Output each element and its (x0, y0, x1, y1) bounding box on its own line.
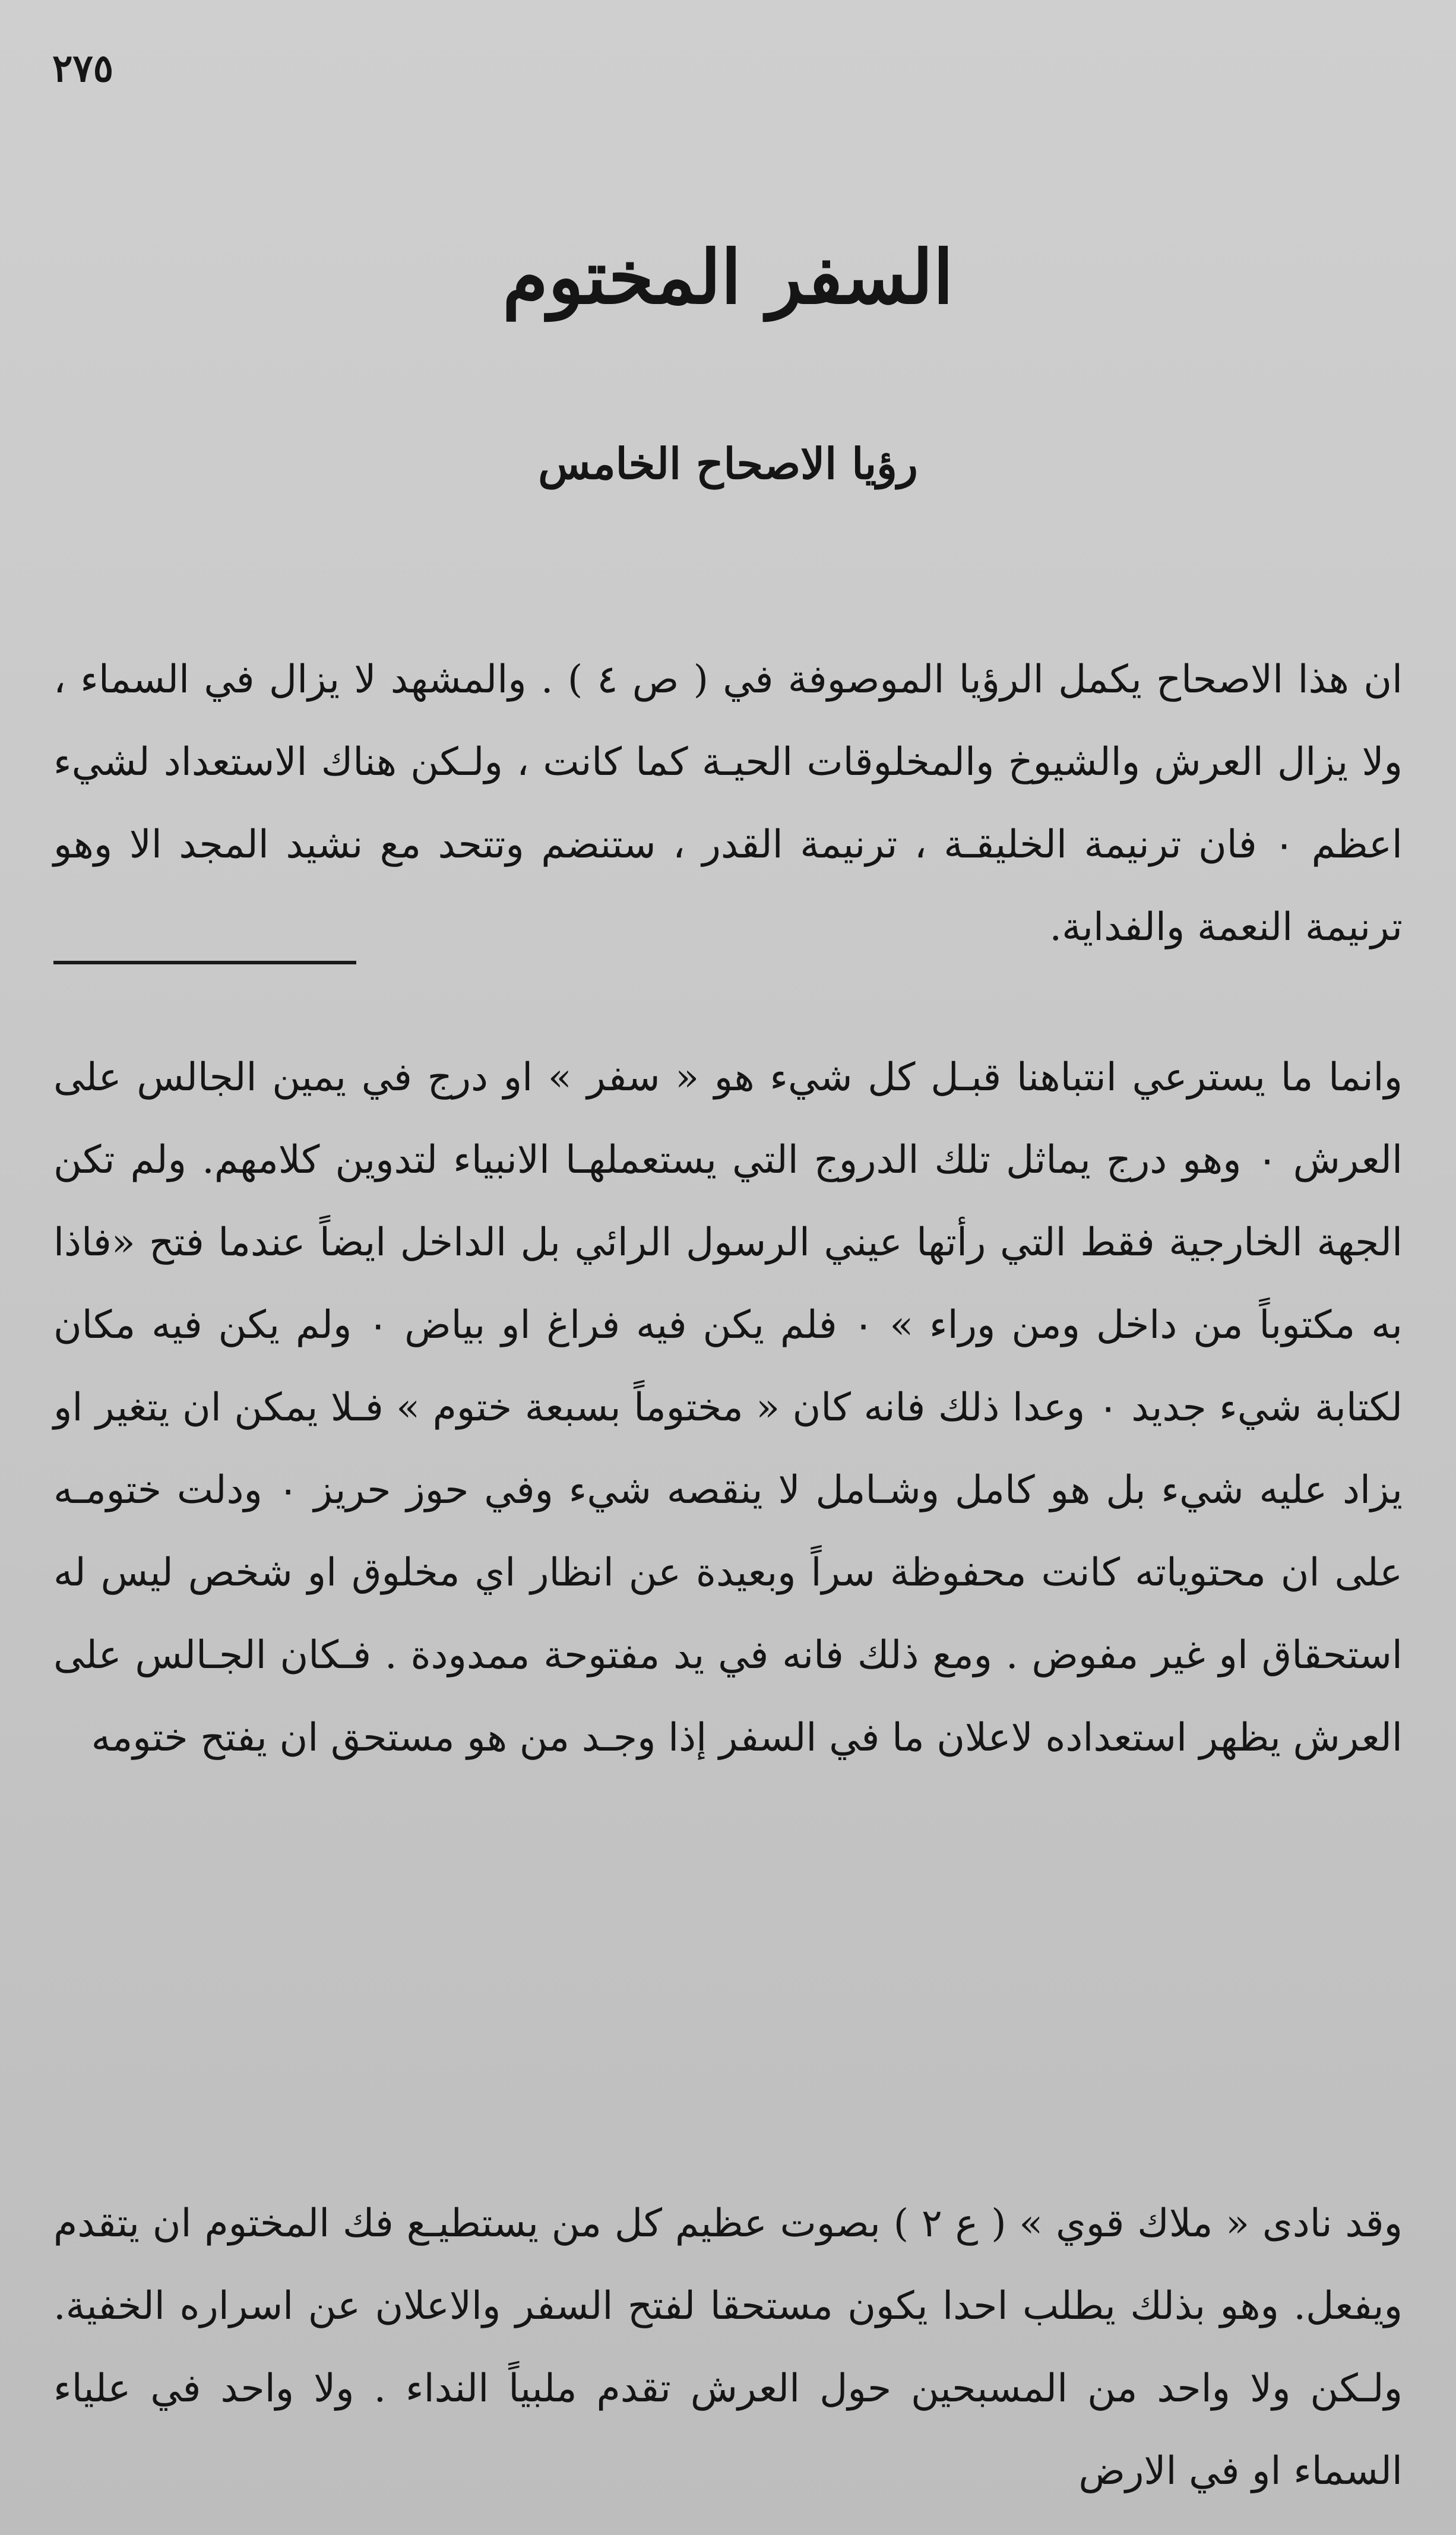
chapter-title: السفر المختوم (502, 235, 954, 321)
paragraph-1: ان هذا الاصحاح يكمل الرؤيا الموصوفة في ( ص ٤ ) . والمشهد لا يزال في السماء ، ولا يزال العرش والشيوخ والمخلوقات الحيـة كما كانت ، ولـكن هناك الاستعداد لشيء اعظم ٠ فان ترنيمة الخليقـة ، ترنيمة القدر ، ستنضم وتتحد مع نشيد المجد الا وهو ترنيمة النعمة والفداية. (53, 657, 1403, 950)
page-number: ٢٧٥ (52, 46, 114, 91)
chapter-subtitle: رؤيا الاصحاح الخامس (538, 438, 918, 489)
section-divider (53, 961, 356, 964)
paragraph-2: وانما ما يسترعي انتباهنا قبـل كل شيء هو « سفر » او درج في يمين الجالس على العرش ٠ وهو درج يماثل تلك الدروج التي يستعملهـا الانبياء لتدوين كلامهم. ولم تكن الجهة الخارجية فقط التي رأتها عيني الرسول الرائي بل الداخل ايضاً عندما فتح «فاذا به مكتوباً من داخل ومن وراء » ٠ فلم يكن فيه فراغ او بياض ٠ ولم يكن فيه مكان لكتابة شيء جديد ٠ وعدا ذلك فانه كان « مختوماً بسبعة ختوم » فـلا يمكن ان يتغير او يزاد عليه شيء بل هو كامل وشـامل لا ينقصه شيء وفي حوز حريز ٠ ودلت ختومـه على ان محتوياته كانت محفوظة سراً وبعيدة عن انظار اي مخلوق او شخص ليس له استحقاق او غير مفوض . ومع ذلك فانه في يد مفتوحة ممدودة . فـكان الجـالس على العرش يظهر استعداده لاعلان ما في السفر إذا وجـد من هو مستحق ان يفتح ختومه (53, 1055, 1403, 1760)
paragraph-3: وقد نادى « ملاك قوي » ( ع ٢ ) بصوت عظيم كل من يستطيـع فك المختوم ان يتقدم ويفعل. وهو بذلك يطلب احدا يكون مستحقا لفتح السفر والاعلان عن اسراره الخفية. ولـكن ولا واحد من المسبحين حول العرش تقدم ملبياً النداء . ولا واحد في علياء السماء او في الارض (53, 2201, 1403, 2493)
